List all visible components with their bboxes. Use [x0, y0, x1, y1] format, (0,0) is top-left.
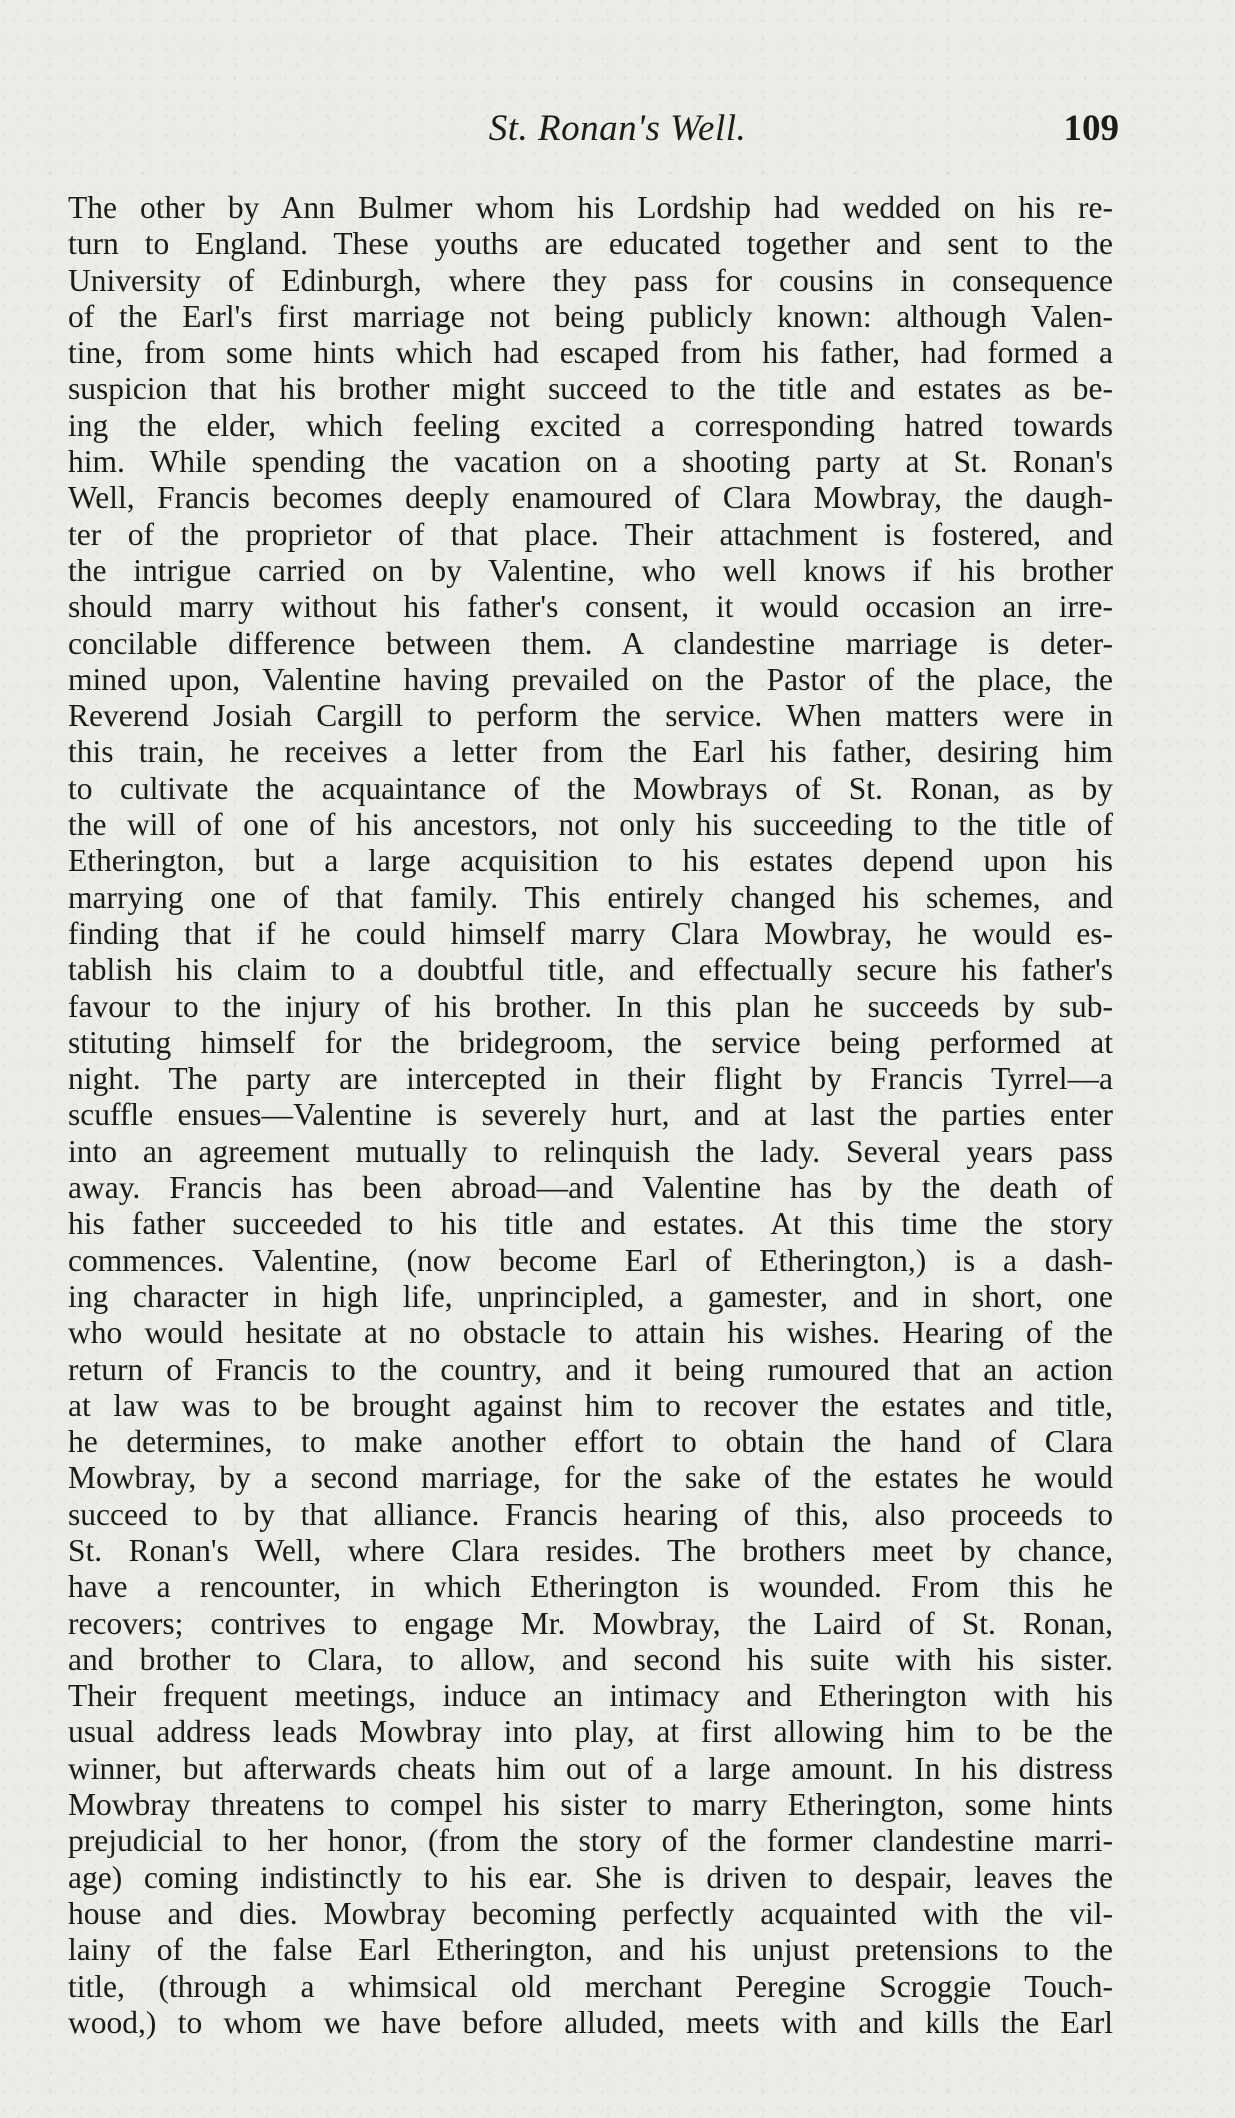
text-line: St. Ronan's Well, where Clara resides. The brothers meet by chance,: [68, 1532, 1113, 1568]
text-line: ter of the proprietor of that place. Their attachment is fostered, and: [68, 516, 1113, 552]
text-line: suspicion that his brother might succeed to the title and estates as be-: [68, 371, 1113, 407]
text-line: house and dies. Mowbray becoming perfectly acquainted with the vil-: [68, 1895, 1113, 1931]
text-line: night. The party are intercepted in their flight by Francis Tyrrel—a: [68, 1061, 1113, 1097]
text-line: return of Francis to the country, and it being rumoured that an action: [68, 1351, 1113, 1387]
text-line: winner, but afterwards cheats him out of a large amount. In his distress: [68, 1750, 1113, 1786]
text-line: The other by Ann Bulmer whom his Lordship had wedded on his re-: [68, 190, 1113, 225]
text-line: lainy of the false Earl Etherington, and his unjust pretensions to the: [68, 1932, 1113, 1968]
text-line: should marry without his father's consent, it would occasion an irre-: [68, 589, 1113, 625]
text-line: usual address leads Mowbray into play, at first allowing him to be the: [68, 1714, 1113, 1750]
text-line: wood,) to whom we have before alluded, meets with and kills the Earl: [68, 2004, 1113, 2040]
text-line: succeed to by that alliance. Francis hearing of this, also proceeds to: [68, 1496, 1113, 1532]
text-line: Their frequent meetings, induce an intimacy and Etherington with his: [68, 1678, 1113, 1714]
text-line: prejudicial to her honor, (from the story of the former clandestine marri-: [68, 1823, 1113, 1859]
text-line: Reverend Josiah Cargill to perform the service. When matters were in: [68, 698, 1113, 734]
running-head: [0, 104, 1235, 154]
text-line: and brother to Clara, to allow, and second his suite with his sister.: [68, 1641, 1113, 1677]
text-line: marrying one of that family. This entirely changed his schemes, and: [68, 879, 1113, 915]
text-line: away. Francis has been abroad—and Valentine has by the death of: [68, 1170, 1113, 1206]
text-line: the intrigue carried on by Valentine, who well knows if his brother: [68, 552, 1113, 588]
text-line: Well, Francis becomes deeply enamoured of Clara Mowbray, the daugh-: [68, 480, 1113, 516]
text-line: at law was to be brought against him to recover the estates and title,: [68, 1387, 1113, 1423]
text-line: his father succeeded to his title and estates. At this time the story: [68, 1206, 1113, 1242]
text-line: title, (through a whimsical old merchant Peregine Scroggie Touch-: [68, 1968, 1113, 2004]
text-line: age) coming indistinctly to his ear. She is driven to despair, leaves the: [68, 1859, 1113, 1895]
running-title: St. Ronan's Well.: [488, 108, 747, 149]
text-line: Etherington, but a large acquisition to his estates depend upon his: [68, 843, 1113, 879]
text-line: have a rencounter, in which Etherington is wounded. From this he: [68, 1569, 1113, 1605]
text-line: recovers; contrives to engage Mr. Mowbray, the Laird of St. Ronan,: [68, 1605, 1113, 1641]
text-line: the will of one of his ancestors, not only his succeeding to the title of: [68, 807, 1113, 843]
text-line: University of Edinburgh, where they pass for cousins in consequence: [68, 262, 1113, 298]
text-line: Mowbray, by a second marriage, for the sake of the estates he would: [68, 1460, 1113, 1496]
text-line: him. While spending the vacation on a shooting party at St. Ronan's: [68, 444, 1113, 480]
text-line: favour to the injury of his brother. In this plan he succeeds by sub-: [68, 988, 1113, 1024]
text-line: of the Earl's first marriage not being publicly known: although Valen-: [68, 298, 1113, 334]
text-line: Mowbray threatens to compel his sister to marry Etherington, some hints: [68, 1787, 1113, 1823]
text-line: ing character in high life, unprincipled, a gamester, and in short, one: [68, 1278, 1113, 1314]
text-line: tablish his claim to a doubtful title, and effectually secure his father's: [68, 952, 1113, 988]
text-line: finding that if he could himself marry Clara Mowbray, he would es-: [68, 915, 1113, 951]
text-line: stituting himself for the bridegroom, the service being performed at: [68, 1024, 1113, 1060]
text-line: to cultivate the acquaintance of the Mowbrays of St. Ronan, as by: [68, 770, 1113, 806]
text-line: into an agreement mutually to relinquish the lady. Several years pass: [68, 1133, 1113, 1169]
text-line: commences. Valentine, (now become Earl of Etherington,) is a dash-: [68, 1242, 1113, 1278]
body-text: [68, 190, 1113, 2041]
text-line: concilable difference between them. A clandestine marriage is deter-: [68, 625, 1113, 661]
page-number: 109: [1063, 108, 1119, 149]
text-line: ing the elder, which feeling excited a corresponding hatred towards: [68, 407, 1113, 443]
text-line: turn to England. These youths are educated together and sent to the: [68, 226, 1113, 262]
text-line: tine, from some hints which had escaped from his father, had formed a: [68, 335, 1113, 371]
text-line: who would hesitate at no obstacle to attain his wishes. Hearing of the: [68, 1315, 1113, 1351]
text-line: scuffle ensues—Valentine is severely hurt, and at last the parties enter: [68, 1097, 1113, 1133]
text-line: mined upon, Valentine having prevailed on the Pastor of the place, the: [68, 661, 1113, 697]
text-line: this train, he receives a letter from the Earl his father, desiring him: [68, 734, 1113, 770]
text-line: he determines, to make another effort to obtain the hand of Clara: [68, 1424, 1113, 1460]
